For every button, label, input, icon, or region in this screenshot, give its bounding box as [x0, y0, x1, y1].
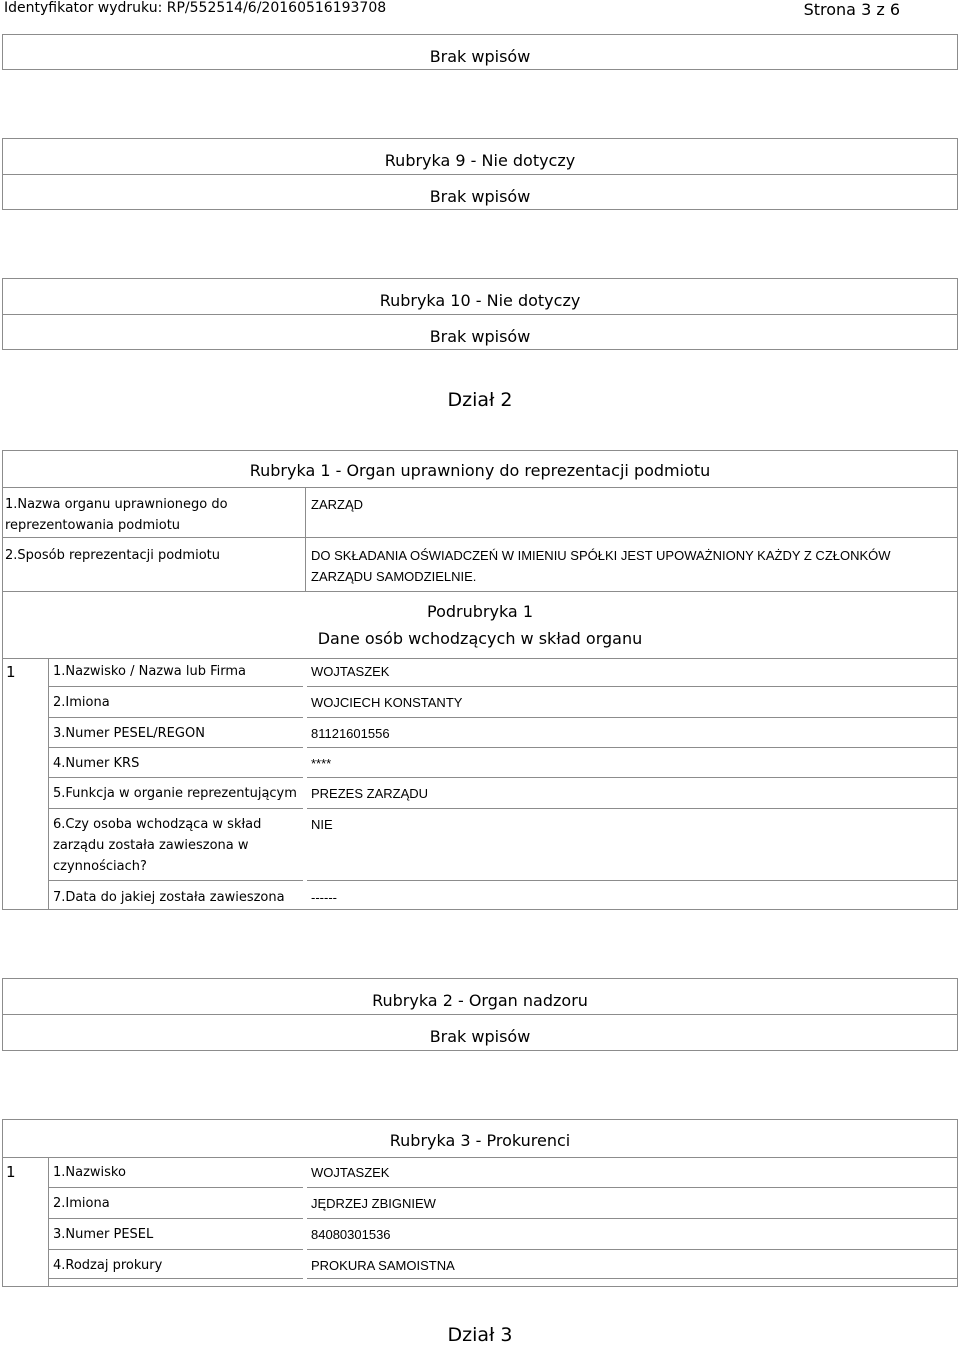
rubryka2-no-entries: Brak wpisów: [429, 1027, 531, 1046]
person-suspended-until-value: ------: [311, 890, 337, 905]
person-function-value: PREZES ZARZĄDU: [311, 786, 429, 801]
prokurent-surname-value: WOJTASZEK: [311, 1165, 390, 1180]
person-number: 1: [6, 663, 16, 681]
organ-name-value: ZARZĄD: [311, 497, 363, 512]
person-first-names-label: 2.Imiona: [53, 695, 110, 710]
person-krs-value: ****: [311, 756, 332, 771]
person-pesel-value: 81121601556: [311, 726, 390, 741]
prokurent-surname-label: 1.Nazwisko: [53, 1165, 126, 1180]
person-pesel-label: 3.Numer PESEL/REGON: [53, 726, 205, 741]
print-identifier: Identyfikator wydruku: RP/552514/6/20160516193708: [4, 0, 387, 16]
person-krs-label: 4.Numer KRS: [53, 756, 140, 771]
person-function-label: 5.Funkcja w organie reprezentującym: [53, 786, 297, 801]
rubryka10-no-entries: Brak wpisów: [429, 327, 531, 346]
prokurent-pesel-value: 84080301536: [311, 1227, 391, 1242]
person-suspended-label: 6.Czy osoba wchodząca w skład zarządu została zawieszona w czynnościach?: [53, 817, 262, 874]
rubryka10-title: Rubryka 10 - Nie dotyczy: [379, 291, 581, 310]
rubryka1-title: Rubryka 1 - Organ uprawniony do reprezentacji podmiotu: [249, 461, 711, 480]
prokurent-type-value: PROKURA SAMOISTNA: [311, 1258, 455, 1273]
prokurent-first-names-label: 2.Imiona: [53, 1196, 110, 1211]
person-first-names-value: WOJCIECH KONSTANTY: [311, 695, 463, 710]
dzial3-title: Dział 3: [447, 1324, 513, 1346]
representation-method-label: 2.Sposób reprezentacji podmiotu: [5, 548, 220, 563]
person-suspended-value: NIE: [311, 817, 333, 832]
top-block-no-entries: Brak wpisów: [429, 47, 531, 66]
page-number: Strona 3 z 6: [803, 0, 900, 19]
organ-name-label: 1.Nazwa organu uprawnionego do reprezentowania podmiotu: [5, 497, 228, 533]
prokurent-type-label: 4.Rodzaj prokury: [53, 1258, 163, 1273]
podrubryka1-subtitle: Dane osób wchodzących w skład organu: [317, 629, 643, 648]
prokurent-pesel-label: 3.Numer PESEL: [53, 1227, 154, 1242]
podrubryka1-title: Podrubryka 1: [427, 602, 533, 621]
dzial2-title: Dział 2: [447, 389, 513, 411]
prokurent-first-names-value: JĘDRZEJ ZBIGNIEW: [311, 1196, 436, 1211]
person-suspended-until-label: 7.Data do jakiej została zawieszona: [53, 890, 285, 905]
person-surname-value: WOJTASZEK: [311, 664, 390, 679]
rubryka9-no-entries: Brak wpisów: [429, 187, 531, 206]
rubryka2-title: Rubryka 2 - Organ nadzoru: [372, 991, 588, 1010]
person-surname-label: 1.Nazwisko / Nazwa lub Firma: [53, 664, 246, 679]
rubryka9-title: Rubryka 9 - Nie dotyczy: [384, 151, 576, 170]
prokurent-number: 1: [6, 1163, 16, 1181]
representation-method-value: DO SKŁADANIA OŚWIADCZEŃ W IMIENIU SPÓŁKI JEST UPOWAŻNIONY KAŻDY Z CZŁONKÓW ZARZĄDU SAMODZIELNIE.: [311, 548, 891, 584]
rubryka3-title: Rubryka 3 - Prokurenci: [389, 1131, 571, 1150]
